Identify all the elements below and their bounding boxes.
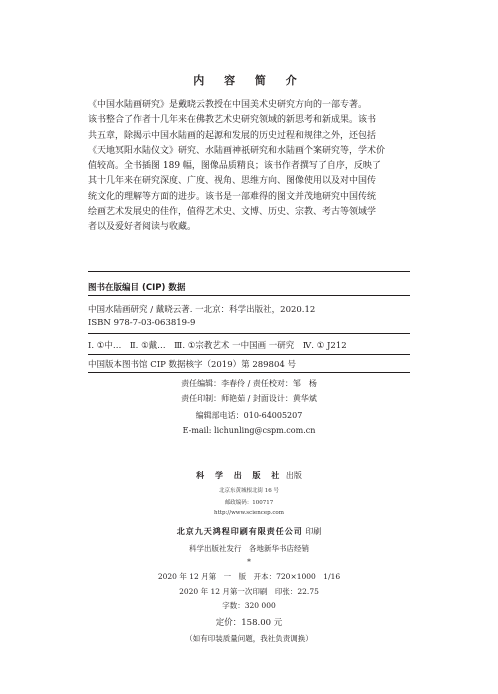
cip-classification: Ⅰ. ①中… Ⅱ. ①戴… Ⅲ. ①宗教艺术 一中国画 一研究 Ⅳ. ① J212 [88, 341, 347, 351]
publisher-suffix: 出版 [285, 471, 302, 480]
intro-line: 《天地冥阳水陆仪文》研究、水陆画神祇研究和水陆画个案研究等，学术价 [88, 145, 386, 156]
quality-notice: （如有印装质量问题，我社负责调换） [185, 634, 313, 643]
price: 定价：158.00 元 [215, 618, 283, 628]
intro-line: 共五章，除揭示中国水陆画的起源和发展的历史过程和规律之外，还包括 [88, 130, 377, 141]
publisher-postcode: 邮政编码：100717 [224, 500, 274, 506]
editor-credits: 责任编辑：李春伶 / 责任校对：邹 杨 [181, 379, 317, 388]
publisher-address: 北京东黄城根北街 16 号 [219, 488, 279, 494]
printer-line [0, 526, 498, 537]
printer-suffix: 印刷 [305, 527, 322, 536]
edition-line: 2020 年 12 月第 一 版 开本：720×1000 1/16 [157, 572, 341, 581]
intro-line: 该书整合了作者十几年来在佛教艺术史研究领域的新思考和新成果。该书 [88, 115, 377, 126]
cip-divider [88, 295, 410, 296]
editorial-phone: 编辑部电话：010-64005207 [195, 411, 303, 420]
publisher-name: 科 学 出 版 社 [196, 470, 284, 480]
intro-line: 《中国水陆画研究》是戴晓云教授在中国美术史研究方向的一部专著。 [88, 100, 368, 110]
intro-line: 者以及爱好者阅读与收藏。 [88, 222, 197, 233]
cip-title-line: 中国水陆画研究 / 戴晓云著. 一北京：科学出版社，2020.12 [88, 305, 316, 315]
cip-divider [88, 354, 410, 355]
printer-name: 北京九天鸿程印刷有限责任公司 [176, 526, 303, 536]
separator-star: * [247, 557, 251, 566]
intro-line: 其十几年来在研究深度、广度、视角、思维方向、图像使用以及对中国传 [88, 176, 377, 187]
publisher-line [0, 470, 498, 481]
production-credits: 责任印制：师艳茹 / 封面设计：黄华斌 [181, 394, 317, 403]
cip-divider [88, 333, 410, 334]
intro-line: 绘画艺术发展史的佳作，值得艺术史、文博、历史、宗教、考古等领域学 [88, 207, 377, 218]
publisher-website: http://www.sciencep.com [214, 510, 284, 516]
intro-paragraph [88, 98, 418, 236]
cip-isbn: ISBN 978-7-03-063819-9 [88, 318, 196, 328]
distribution-line: 科学出版社发行 各地新华书店经销 [189, 544, 309, 553]
cip-heading: 图书在版编目 (CIP) 数据 [88, 283, 186, 293]
intro-line: 值较高。全书插图 189 幅，图像品质精良；该书作者撰写了自序，反映了 [88, 161, 381, 172]
cip-divider [88, 372, 410, 373]
editorial-email: E-mail: lichunling@cspm.com.cn [182, 426, 316, 435]
intro-line: 统文化的理解等方面的进步。该书是一部难得的图文并茂地研究中国传统 [88, 191, 377, 202]
printing-line: 2020 年 12 月第一次印刷 印张：22.75 [179, 587, 319, 596]
section-divider [88, 271, 410, 272]
word-count: 字数：320 000 [222, 601, 276, 610]
page-title: 内 容 简 介 [193, 74, 305, 87]
cip-record-number: 中国版本图书馆 CIP 数据核字（2019）第 289804 号 [88, 360, 296, 370]
